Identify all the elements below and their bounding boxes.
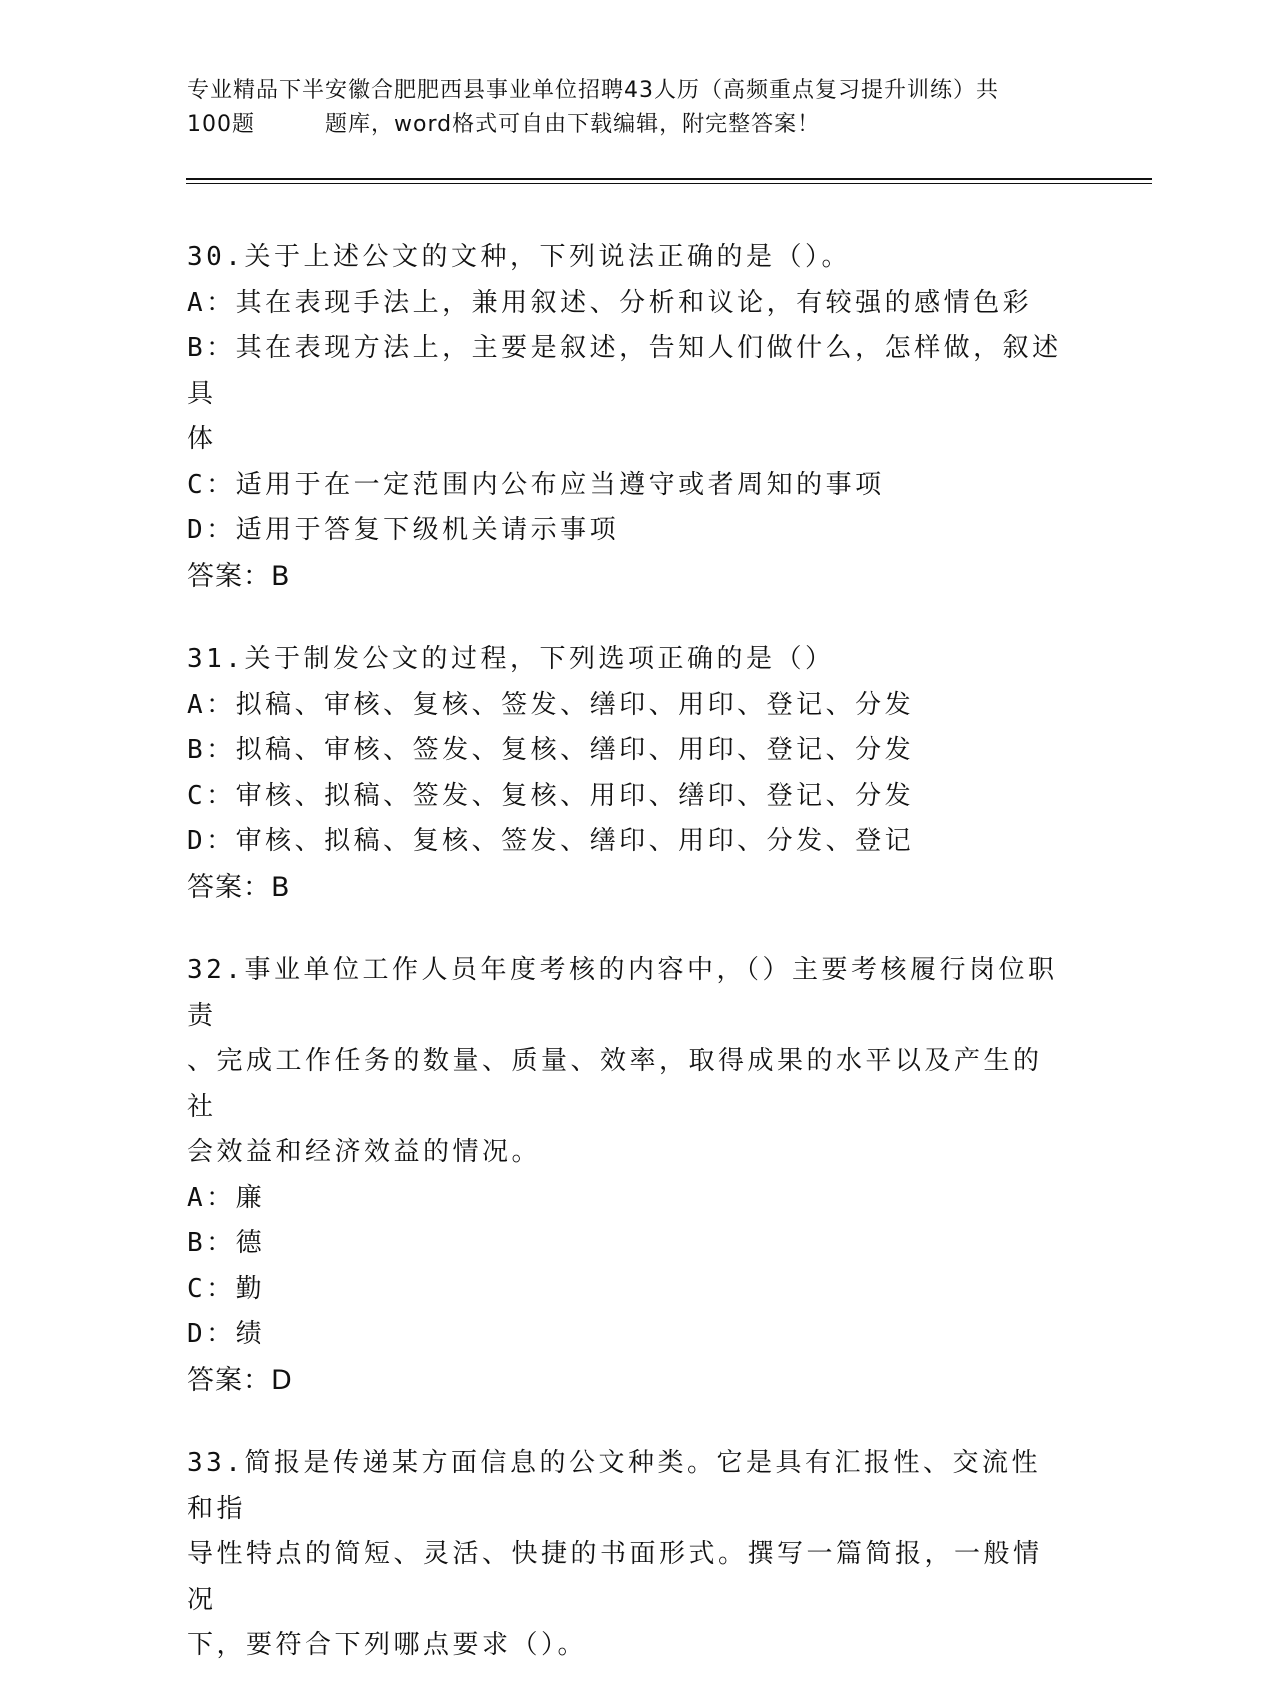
question-stem-line: 32.事业单位工作人员年度考核的内容中，（）主要考核履行岗位职责 — [187, 955, 1058, 1031]
question-block — [187, 235, 1067, 599]
question-stem-line: 会效益和经济效益的情况。 — [187, 1137, 542, 1167]
answer-option: B：德 — [187, 1228, 266, 1258]
answer-option: B：其在表现方法上，主要是叙述，告知人们做什么，怎样做，叙述具 — [187, 333, 1062, 409]
header-line-1: 专业精品下半安徽合肥肥西县事业单位招聘43人历（高频重点复习提升训练）共 — [187, 78, 999, 103]
header-divider-thin — [186, 183, 1152, 184]
answer-option: A：廉 — [187, 1182, 266, 1213]
answer-option: B：拟稿、审核、签发、复核、缮印、用印、登记、分发 — [187, 735, 915, 765]
answer-option: D：绩 — [187, 1319, 266, 1349]
header-divider — [186, 178, 1152, 180]
answer-key: 答案：B — [187, 871, 291, 903]
header-question-count: 100题 — [187, 112, 255, 137]
header-line-2 — [187, 108, 1067, 142]
answer-key: 答案：D — [187, 1364, 293, 1396]
answer-option: C：勤 — [187, 1273, 266, 1304]
question-list — [187, 235, 1067, 1707]
answer-option: D：适用于答复下级机关请示事项 — [187, 515, 620, 545]
answer-option: C：适用于在一定范围内公布应当遵守或者周知的事项 — [187, 469, 885, 500]
document-header — [187, 74, 1067, 142]
answer-key: 答案：B — [187, 560, 291, 592]
question-stem-line: 导性特点的简短、灵活、快捷的书面形式。撰写一篇简报，一般情况 — [187, 1539, 1043, 1615]
question-stem-line: 31.关于制发公文的过程，下列选项正确的是（） — [187, 644, 835, 674]
question-stem-line: 33.简报是传递某方面信息的公文种类。它是具有汇报性、交流性和指 — [187, 1448, 1041, 1524]
question-stem-line: 下，要符合下列哪点要求（）。 — [187, 1630, 588, 1660]
question-stem-line: 30.关于上述公文的文种，下列说法正确的是（）。 — [187, 242, 851, 272]
answer-option: C：审核、拟稿、签发、复核、用印、缮印、登记、分发 — [187, 780, 915, 811]
answer-option: A：拟稿、审核、复核、签发、缮印、用印、登记、分发 — [187, 689, 915, 720]
answer-option: A：其在表现手法上，兼用叙述、分析和议论，有较强的感情色彩 — [187, 287, 1033, 318]
answer-option: D：审核、拟稿、复核、签发、缮印、用印、分发、登记 — [187, 826, 915, 856]
question-stem-line: 、完成工作任务的数量、质量、效率，取得成果的水平以及产生的社 — [187, 1046, 1043, 1122]
answer-option: 体 — [187, 424, 217, 454]
question-block — [187, 637, 1067, 910]
header-description: 题库，word格式可自由下载编辑，附完整答案！ — [325, 112, 821, 137]
question-block — [187, 1441, 1067, 1669]
question-block — [187, 948, 1067, 1403]
